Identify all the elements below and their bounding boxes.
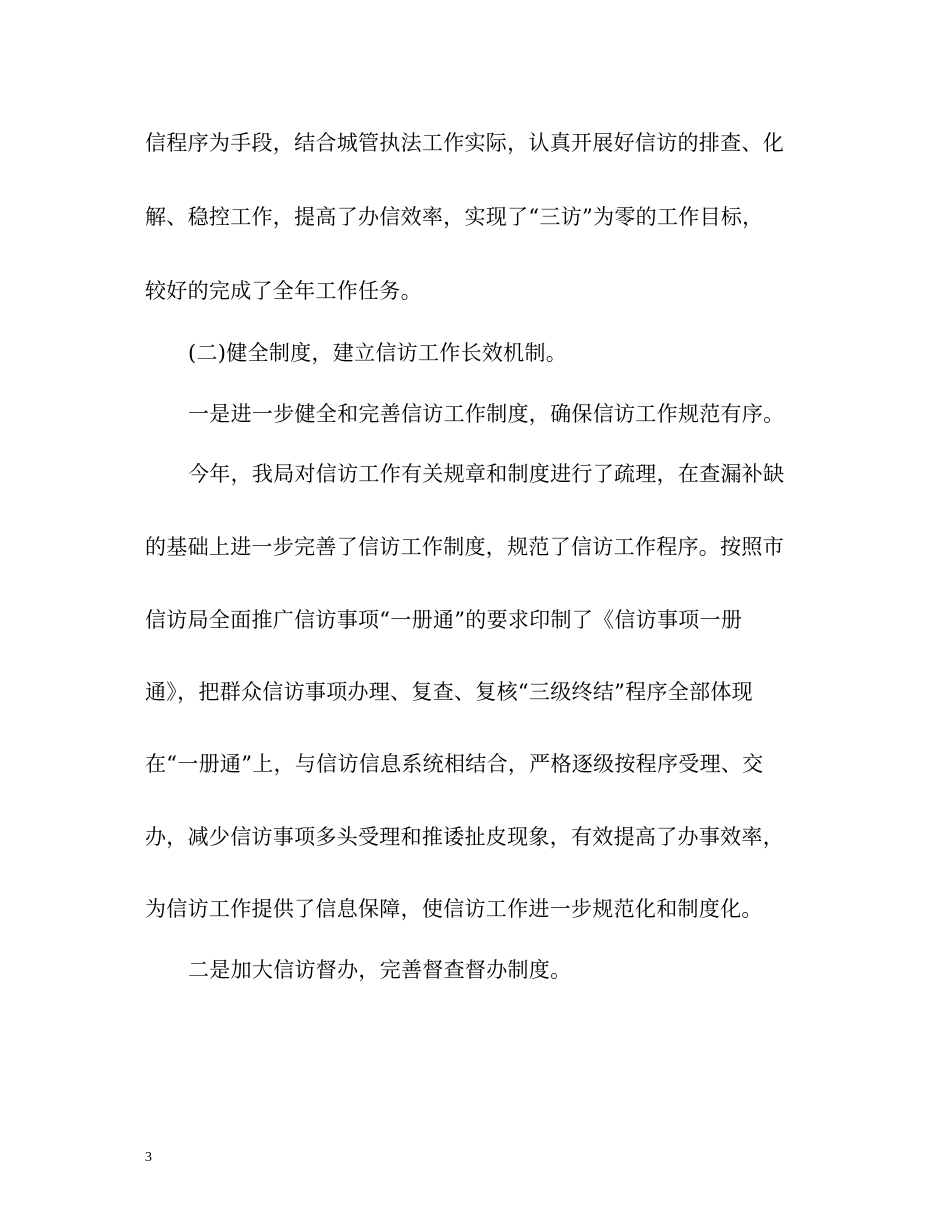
text-line: 解、稳控工作，提高了办信效率，实现了“三访”为零的工作目标， <box>145 205 764 229</box>
text-line: 较好的完成了全年工作任务。 <box>145 279 422 303</box>
text-line: 信访局全面推广信访事项“一册通”的要求印制了《信访事项一册 <box>145 608 743 632</box>
text-line: 为信访工作提供了信息保障，使信访工作进一步规范化和制度化。 <box>145 897 763 921</box>
text-line: 二是加大信访督办，完善督查督办制度。 <box>188 958 572 982</box>
text-line: 一是进一步健全和完善信访工作制度，确保信访工作规范有序。 <box>188 402 785 426</box>
text-line: 的基础上进一步完善了信访工作制度，规范了信访工作程序。按照市 <box>145 535 784 559</box>
text-line: 在“一册通”上，与信访信息系统相结合，严格逐级按程序受理、交 <box>145 752 764 776</box>
text-line: 信程序为手段，结合城管执法工作实际，认真开展好信访的排查、化 <box>145 131 784 155</box>
text-line: 通》，把群众信访事项办理、复查、复核“三级终结”程序全部体现 <box>145 680 753 704</box>
text-line: 今年，我局对信访工作有关规章和制度进行了疏理，在查漏补缺 <box>188 462 785 486</box>
section-heading: (二)健全制度，建立信访工作长效机制。 <box>188 341 568 365</box>
page-number: 3 <box>145 1150 152 1165</box>
text-line: 办，减少信访事项多头受理和推诿扯皮现象，有效提高了办事效率， <box>145 825 784 849</box>
